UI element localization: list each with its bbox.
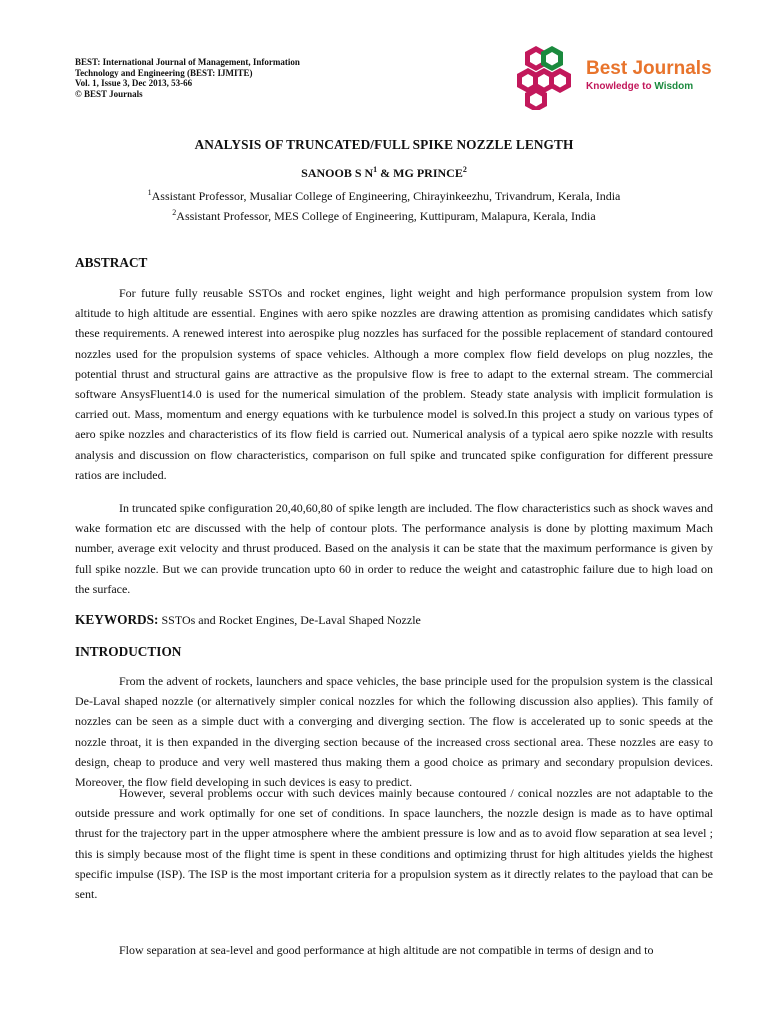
keywords-text: SSTOs and Rocket Engines, De-Laval Shaped Nozzle: [158, 613, 421, 627]
introduction-paragraph-1: From the advent of rockets, launchers and space vehicles, the base principle used for the propulsion system is the classical De-Laval shaped nozzle (or alternatively simpler conical nozzles for which the following discussion also applies). This family of nozzles can be seen as a simple duct with a converging and diverging section. The flow is accelerated up to sonic speeds at the nozzle throat, it is then expanded in the diverging section because of the increased cross sectional area. These nozzles are easy to design, cheap to produce and very well mastered thus making them a good choice as primary and secondary propulsion devices. Moreover, the flow field developing in such devices is easy to predict.: [75, 674, 713, 790]
journal-line: © BEST Journals: [75, 88, 143, 99]
author-1-sup: 1: [373, 165, 378, 174]
author-2-sup: 2: [462, 165, 467, 174]
abstract-paragraph-1: For future fully reusable SSTOs and rocket engines, light weight and high performance propulsion system from low altitude to high altitude are essential. Engines with aero spike nozzles are drawing attention as promising candidates which satisfy these requirements. A renewed interest into aerospike plug nozzles has surfaced for the possible replacement of standard contoured nozzles used for the propulsion systems of space vehicles. Although a more complex flow field develops on plug nozzles, the potential thrust and structural gains are attractive as the propulsive flow is free to adapt to the external stream. The commercial software AnsysFluent14.0 is used for the numerical simulation of the problem. Steady state analysis with implicit formulation is carried out. Mass, momentum and energy equations with ke turbulence model is solved.In this project a study on various types of aero spike nozzles and characteristics of its flow field is carried out. Numerical analysis of a typical aero spike nozzle with results analysis and discussion on flow characteristics, comparison on full spike and truncated spike configuration for different pressure ratios are included.: [75, 286, 713, 482]
author-separator: &: [377, 166, 394, 180]
affiliation-2-text: Assistant Professor, MES College of Engineering, Kuttipuram, Malapura, Kerala, India: [176, 209, 596, 223]
introduction-heading: INTRODUCTION: [75, 644, 182, 659]
introduction-paragraph-2: However, several problems occur with such devices mainly because contoured / conical nozzles are not adaptable to the outside pressure and work optimally for one set of conditions. In space launchers, the nozzle design is made as to have optimal thrust for the trajectory part in the upper atmosphere where the ambient pressure is low and as to avoid flow separation at sea level ; this is simply because most of the flight time is spent in these conditions and optimizing thrust for high altitudes yields the highest specific impulse (ISP). The ISP is the most important criteria for a propulsion system as it directly relates to the payload that can be sent.: [75, 786, 713, 902]
introduction-paragraph-3: Flow separation at sea-level and good performance at high altitude are not compatible in terms of design and to: [119, 943, 654, 957]
keywords: [75, 612, 715, 628]
author-2: MG PRINCE: [393, 166, 463, 180]
logo-tagline: [586, 81, 693, 92]
logo-name: Best Journals: [586, 58, 712, 79]
logo-tagline-accent: Wisdom: [654, 81, 694, 92]
journal-info: [75, 57, 375, 99]
paper-title: ANALYSIS OF TRUNCATED/FULL SPIKE NOZZLE LENGTH: [194, 137, 574, 152]
abstract-heading: ABSTRACT: [75, 255, 148, 270]
journal-line: Vol. 1, Issue 3, Dec 2013, 53-66: [75, 78, 193, 88]
journal-line: Technology and Engineering (BEST: IJMITE): [75, 67, 253, 78]
abstract-paragraph-2: In truncated spike configuration 20,40,60,80 of spike length are included. The flow characteristics such as shock waves and wake formation etc are discussed with the help of contour plots. The performance analysis is done by plotting maximum Mach number, average exit velocity and thrust produced. Based on the analysis it can be state that the maximum performance is given by full spike nozzle. But we can provide truncation upto 60 in order to reduce the weight and catastrophic failure due to high load on the surface.: [75, 501, 713, 596]
affiliation-1-sup: 1: [147, 188, 152, 197]
authors: [0, 166, 768, 181]
keywords-label: KEYWORDS:: [75, 612, 159, 627]
logo-tagline-prefix: Knowledge to: [586, 81, 655, 92]
affiliation-1-text: Assistant Professor, Musaliar College of Engineering, Chirayinkeezhu, Trivandrum, Kerala, India: [151, 189, 621, 203]
affiliation-1: [0, 189, 768, 204]
journal-line: BEST: International Journal of Management, Information: [75, 57, 300, 67]
author-1: SANOOB S N: [301, 166, 374, 180]
affiliation-2-sup: 2: [172, 208, 177, 217]
best-journals-logo: [514, 42, 719, 110]
affiliation-2: [0, 209, 768, 224]
